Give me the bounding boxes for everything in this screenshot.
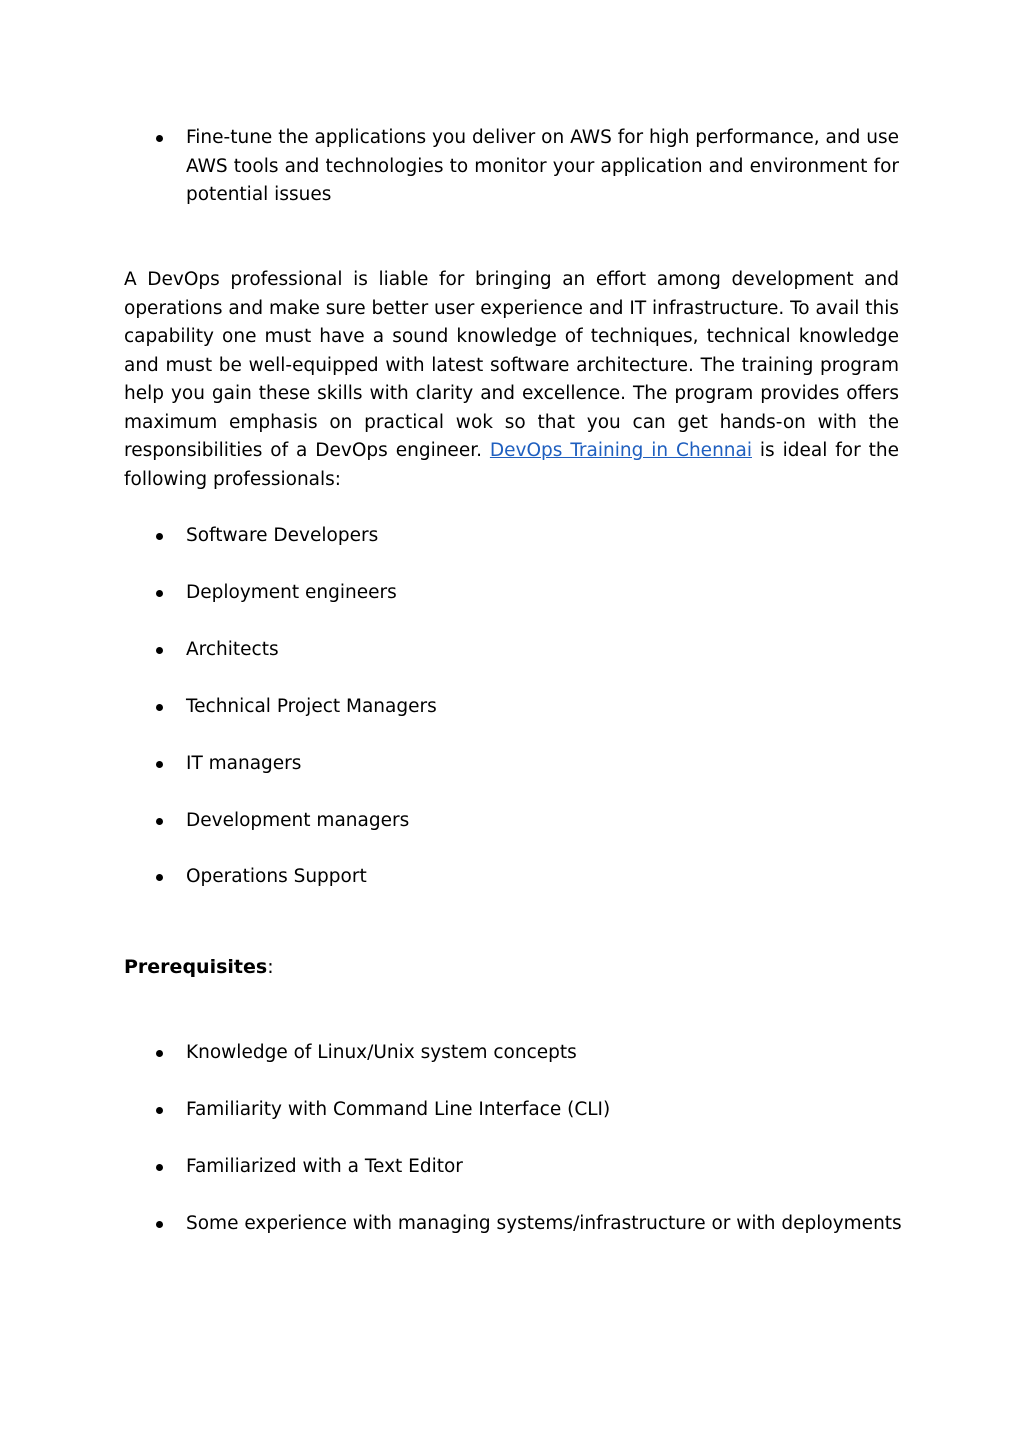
- paragraph-text-after-link: is ideal for the following professionals:: [124, 440, 899, 490]
- list-item-text: IT managers: [186, 753, 302, 774]
- bullet-icon: [156, 1050, 163, 1057]
- bullet-icon: [156, 135, 163, 142]
- intro-bullet-text: Fine-tune the applications you deliver on AWS for high performance, and use AWS tools and technologies to monitor your application and environment for potential issues: [186, 127, 899, 206]
- bullet-icon: [156, 1164, 163, 1171]
- devops-training-link[interactable]: DevOps Training in Chennai: [489, 440, 752, 461]
- bullet-icon: [156, 704, 163, 711]
- list-item-text: Technical Project Managers: [186, 696, 437, 717]
- prerequisites-heading-text: Prerequisites: [124, 956, 268, 978]
- bullet-icon: [156, 647, 163, 654]
- bullet-icon: [156, 1107, 163, 1114]
- list-item-text: Some experience with managing systems/infrastructure or with deployments: [186, 1213, 902, 1234]
- list-item-text: Architects: [186, 639, 279, 660]
- list-item-text: Knowledge of Linux/Unix system concepts: [186, 1042, 577, 1063]
- bullet-icon: [156, 874, 163, 881]
- bullet-icon: [156, 590, 163, 597]
- bullet-icon: [156, 533, 163, 540]
- list-item-text: Software Developers: [186, 525, 379, 546]
- list-item-text: Familiarity with Command Line Interface (CLI): [186, 1099, 611, 1120]
- bullet-icon: [156, 1221, 163, 1228]
- list-item-text: Familiarized with a Text Editor: [186, 1156, 463, 1177]
- list-item-text: Development managers: [186, 810, 410, 831]
- list-item-text: Operations Support: [186, 866, 367, 887]
- bullet-icon: [156, 818, 163, 825]
- prerequisites-heading: [124, 953, 274, 981]
- paragraph-text: A DevOps professional is liable for bringing an effort among development and operations and make sure better user experience and IT infrastructure. To avail this capability one must have a sound knowledge of techniques, technical knowledge and must be well-equipped with latest software architecture. The training program help you gain these skills with clarity and excellence. The program provides offers maximum emphasis on practical wok so that you can get hands-on with the responsibilities of a DevOps engineer.: [124, 269, 899, 461]
- list-item-text: Deployment engineers: [186, 582, 397, 603]
- description-paragraph: [124, 266, 899, 494]
- bullet-icon: [156, 761, 163, 768]
- prerequisites-heading-suffix: :: [267, 956, 274, 978]
